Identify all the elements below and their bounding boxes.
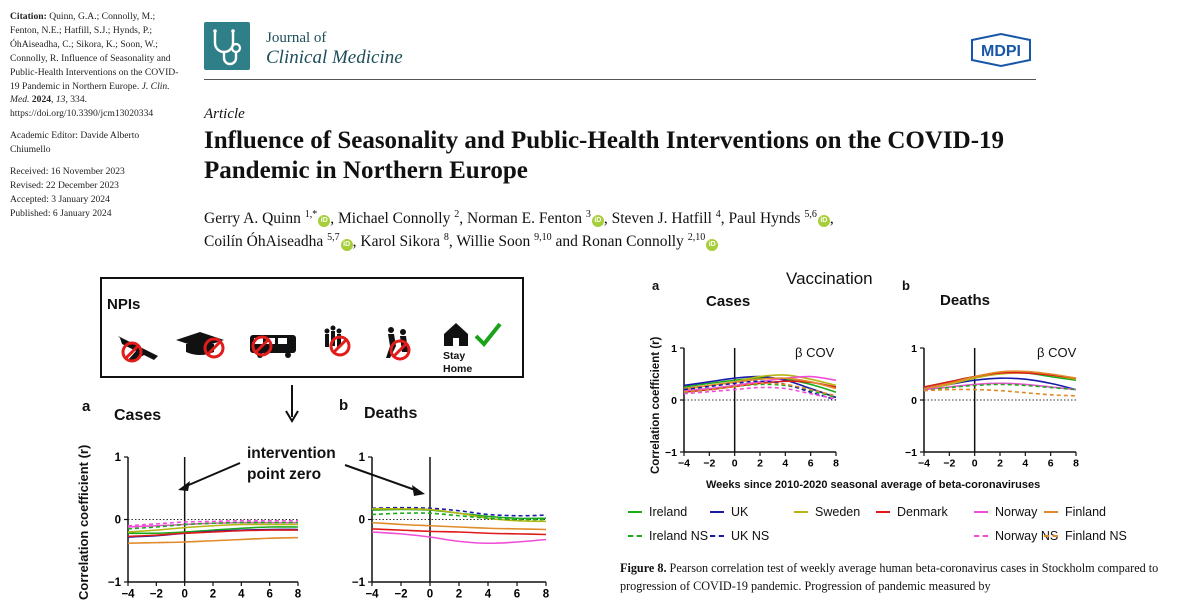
right-ylabel: Correlation coefficient (r) bbox=[650, 336, 662, 474]
down-arrow bbox=[282, 383, 302, 425]
journal-logo bbox=[204, 22, 250, 70]
citation: Citation: Quinn, G.A.; Connolly, M.; Fenton, N.E.; Hatfill, S.J.; Hynds, P.; ÓhAiseadha, C.; Sikora, K.; Soon, W.; Connolly, R. Influence of Seasonality and Public-Health Interventions on the COVID-19 Pandemic in Northern Europe. J. Clin. Med. 2024, 13, 334. https://doi.org/10.3390/jcm13020334 bbox=[10, 11, 179, 120]
left-panel-a-letter: a bbox=[82, 398, 91, 415]
left-deaths-plot bbox=[340, 450, 560, 600]
stay-home-icon bbox=[444, 323, 500, 346]
x-tick-label: −2 bbox=[149, 588, 163, 600]
x-tick-label: 6 bbox=[513, 588, 521, 600]
x-tick-label: 0 bbox=[731, 457, 738, 470]
author-affiliation: 4 bbox=[715, 209, 721, 220]
x-tick-label: 0 bbox=[971, 457, 978, 470]
y-tick-label: 0 bbox=[911, 395, 917, 407]
series-line bbox=[128, 538, 298, 544]
legend-swatch bbox=[1044, 511, 1058, 513]
right-cases-plot bbox=[665, 340, 846, 470]
article-type: Article bbox=[204, 106, 245, 122]
x-tick-label: 2 bbox=[997, 457, 1003, 470]
y-tick-label: 1 bbox=[911, 343, 917, 355]
article-sidebar bbox=[10, 10, 182, 221]
author-name[interactable]: Steven J. Hatfill bbox=[611, 210, 712, 228]
x-tick-label: −4 bbox=[918, 457, 930, 470]
left-cases-plot bbox=[92, 450, 312, 600]
legend-label: Ireland NS bbox=[649, 529, 709, 543]
x-tick-label: 4 bbox=[782, 457, 789, 470]
x-tick-label: −4 bbox=[121, 588, 135, 600]
author-separator: and bbox=[551, 233, 582, 251]
left-panel-b-letter: b bbox=[339, 397, 349, 414]
legend-item bbox=[794, 505, 860, 519]
legend-label: Denmark bbox=[897, 505, 948, 519]
author-affiliation: 5,7 bbox=[327, 232, 340, 244]
legend-label: Sweden bbox=[815, 505, 861, 519]
author-separator: , bbox=[459, 210, 467, 228]
x-tick-label: −2 bbox=[943, 457, 956, 470]
author-name[interactable]: Michael Connolly bbox=[338, 210, 451, 228]
legend-label: Norway NS bbox=[995, 529, 1059, 543]
x-tick-label: 6 bbox=[1047, 457, 1054, 470]
y-tick-label: 0 bbox=[358, 514, 365, 527]
legend-swatch bbox=[628, 535, 642, 537]
legend-label: UK bbox=[731, 505, 749, 519]
x-tick-label: 2 bbox=[209, 588, 217, 600]
mdpi-logo bbox=[968, 32, 1034, 68]
author-affiliation: 3 bbox=[585, 209, 591, 220]
author-affiliation: 2,10 bbox=[687, 232, 706, 244]
right-panel-a-letter: a bbox=[652, 278, 660, 293]
stay-home-label: Stay Home bbox=[443, 350, 473, 376]
x-tick-label: −2 bbox=[703, 457, 716, 470]
right-panel-b-letter: b bbox=[902, 278, 910, 293]
orcid-icon[interactable]: iD bbox=[818, 215, 830, 227]
legend-label: UK NS bbox=[731, 529, 770, 543]
left-panel-a-title: Cases bbox=[114, 407, 162, 424]
y-tick-label: −1 bbox=[351, 577, 365, 589]
x-tick-label: 8 bbox=[294, 588, 302, 600]
author-name[interactable]: Coilín ÓhAiseadha bbox=[204, 233, 324, 251]
author-separator: , bbox=[603, 210, 612, 228]
x-tick-label: 8 bbox=[833, 457, 839, 470]
no-bus-icon bbox=[250, 335, 296, 358]
author-name[interactable]: Gerry A. Quinn bbox=[204, 210, 301, 228]
legend-item bbox=[628, 529, 708, 543]
x-tick-label: 6 bbox=[266, 588, 273, 600]
figure-caption: Figure 8. Pearson correlation test of weekly average human beta-coronavirus cases in Stockholm compared to progression of COVID-19 pandemic. Progression of pandemic measured by bbox=[620, 561, 1159, 594]
y-tick-label: −1 bbox=[107, 577, 121, 589]
left-ylabel: Correlation coefficient (r) bbox=[76, 444, 91, 600]
right-panel-a-title: Cases bbox=[706, 293, 751, 310]
no-gathering-icon bbox=[325, 326, 350, 356]
author-affiliation: 2 bbox=[454, 209, 460, 220]
author-separator: , bbox=[330, 210, 338, 228]
legend-swatch bbox=[1044, 535, 1058, 537]
author-name[interactable]: Ronan Connolly bbox=[581, 233, 684, 251]
legend-item bbox=[1044, 529, 1127, 543]
legend-item bbox=[974, 505, 1037, 519]
author-affiliation: 5,6 bbox=[804, 209, 817, 220]
left-panel-b-title: Deaths bbox=[364, 405, 418, 422]
x-tick-label: 6 bbox=[807, 457, 814, 470]
x-tick-label: −4 bbox=[678, 457, 690, 470]
orcid-icon[interactable]: iD bbox=[706, 239, 718, 251]
journal-name: Journal of Clinical Medicine bbox=[266, 30, 403, 69]
y-tick-label: 0 bbox=[114, 514, 121, 527]
legend-swatch bbox=[974, 535, 988, 537]
dates bbox=[10, 165, 182, 221]
orcid-icon[interactable]: iD bbox=[318, 215, 330, 227]
right-panel-b-title: Deaths bbox=[940, 292, 991, 309]
x-tick-label: −2 bbox=[394, 588, 408, 600]
legend-label: Norway bbox=[995, 505, 1038, 519]
check-icon bbox=[476, 324, 500, 344]
mdpi-wordmark: MDPI bbox=[981, 43, 1021, 60]
x-tick-label: 8 bbox=[1073, 457, 1079, 470]
series-line bbox=[372, 523, 546, 530]
legend-swatch bbox=[974, 511, 988, 513]
y-tick-label: 0 bbox=[671, 395, 677, 407]
y-tick-label: −1 bbox=[665, 447, 677, 459]
npi-title: NPIs bbox=[107, 296, 141, 313]
x-tick-label: 4 bbox=[484, 588, 492, 600]
legend-swatch bbox=[628, 511, 642, 513]
x-tick-label: 4 bbox=[238, 588, 245, 600]
y-tick-label: 1 bbox=[358, 452, 365, 464]
right-xlabel: Weeks since 2010-2020 seasonal average of beta-coronaviruses bbox=[706, 479, 1041, 491]
x-tick-label: 8 bbox=[542, 588, 550, 600]
author-affiliation: 9,10 bbox=[534, 232, 552, 244]
author-name[interactable]: Karol Sikora bbox=[360, 233, 441, 251]
vaccination-title: Vaccination bbox=[786, 269, 873, 288]
x-tick-label: 0 bbox=[426, 588, 434, 600]
author-separator: , bbox=[352, 233, 361, 251]
y-tick-label: 1 bbox=[114, 452, 121, 464]
academic-editor: Academic Editor: Davide Alberto Chiumello bbox=[10, 130, 140, 156]
y-tick-label: 1 bbox=[671, 343, 677, 355]
x-tick-label: 2 bbox=[455, 588, 463, 600]
published-date: Published: 6 January 2024 bbox=[10, 207, 112, 219]
no-flight-icon bbox=[118, 336, 158, 362]
intervention-label: intervention point zero bbox=[247, 445, 336, 483]
doi-link[interactable]: https://doi.org/10.3390/jcm13020334 bbox=[10, 108, 154, 120]
revised-date: Revised: 22 December 2023 bbox=[10, 179, 119, 191]
legend-swatch bbox=[710, 511, 724, 513]
author-separator: , bbox=[448, 233, 457, 251]
author-separator: , bbox=[720, 210, 729, 228]
no-dancing-icon bbox=[386, 327, 409, 359]
author-affiliation: 8 bbox=[443, 232, 449, 244]
legend-label: Ireland bbox=[649, 505, 688, 519]
legend-item bbox=[876, 505, 948, 519]
orcid-icon[interactable]: iD bbox=[592, 215, 604, 227]
author-name[interactable]: Paul Hynds bbox=[728, 210, 801, 228]
legend-swatch bbox=[710, 535, 724, 537]
legend-swatch bbox=[794, 511, 808, 513]
legend-item bbox=[628, 505, 687, 519]
figure-legend bbox=[628, 505, 1128, 547]
author-separator: , bbox=[829, 210, 834, 228]
legend-item bbox=[710, 529, 769, 543]
header-rule bbox=[204, 79, 1036, 80]
right-b-beta-label: β COV bbox=[1037, 345, 1077, 360]
author-name[interactable]: Willie Soon bbox=[456, 233, 531, 251]
no-school-icon bbox=[176, 332, 224, 357]
legend-label: Finland NS bbox=[1065, 529, 1127, 543]
orcid-icon[interactable]: iD bbox=[341, 239, 353, 251]
legend-swatch bbox=[876, 511, 890, 513]
series-line bbox=[924, 389, 1076, 395]
accepted-date: Accepted: 3 January 2024 bbox=[10, 193, 110, 205]
author-name[interactable]: Norman E. Fenton bbox=[467, 210, 582, 228]
legend-item bbox=[710, 505, 748, 519]
legend-item bbox=[1044, 505, 1106, 519]
x-tick-label: 4 bbox=[1022, 457, 1029, 470]
author-affiliation: 1,* bbox=[304, 209, 318, 220]
article-title: Influence of Seasonality and Public-Health Interventions on the COVID-19 Pandemic in Northern Europe bbox=[204, 127, 1005, 184]
legend-label: Finland bbox=[1065, 505, 1106, 519]
x-tick-label: 0 bbox=[181, 588, 188, 600]
right-a-beta-label: β COV bbox=[795, 345, 835, 360]
received-date: Received: 16 November 2023 bbox=[10, 166, 125, 178]
x-tick-label: 2 bbox=[757, 457, 763, 470]
author-list bbox=[204, 207, 1054, 254]
right-deaths-plot bbox=[905, 340, 1086, 470]
y-tick-label: −1 bbox=[905, 447, 917, 459]
x-tick-label: −4 bbox=[365, 588, 379, 600]
